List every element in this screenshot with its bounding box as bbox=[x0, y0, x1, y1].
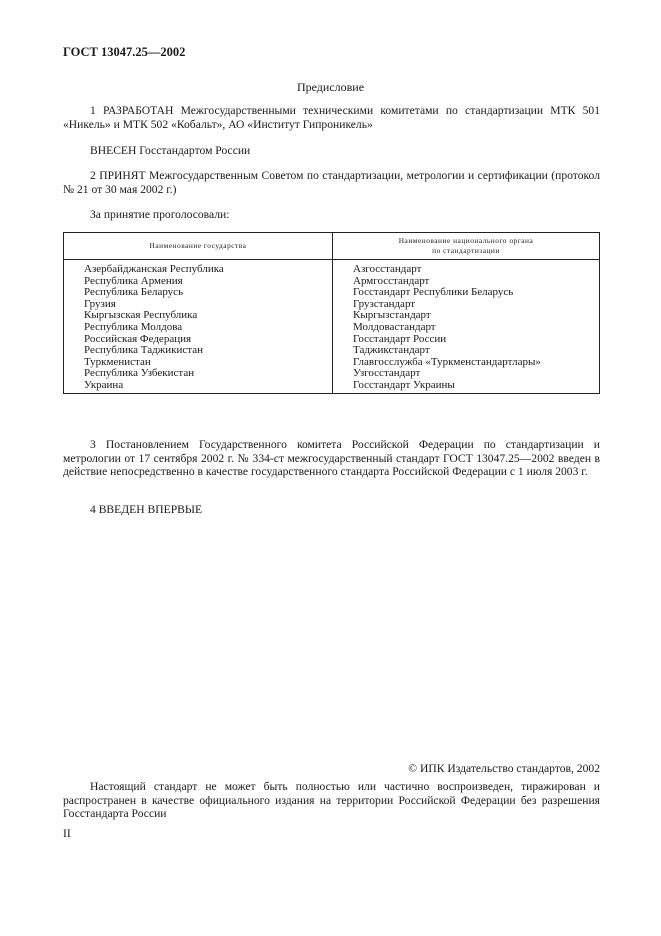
table-cell-body: Госстандарт России bbox=[353, 332, 447, 345]
table-cell-state: Туркменистан bbox=[84, 355, 151, 368]
table-cell-body: Таджикстандарт bbox=[353, 344, 430, 357]
first-time-paragraph: 4 ВВЕДЕН ВПЕРВЫЕ bbox=[90, 503, 203, 516]
table-cell-state: Республика Беларусь bbox=[84, 286, 184, 299]
table-cell-body: Госстандарт Украины bbox=[353, 378, 455, 391]
table-cell-state: Республика Таджикистан bbox=[84, 344, 203, 357]
national-body-column bbox=[333, 260, 600, 392]
voted-label: За принятие проголосовали: bbox=[90, 208, 230, 221]
table-cell-body: Госстандарт Республики Беларусь bbox=[353, 286, 514, 299]
table-cell-body: Грузстандарт bbox=[353, 297, 416, 310]
table-cell-state: Грузия bbox=[84, 297, 116, 310]
table-bottom-border bbox=[64, 392, 600, 394]
introduced-paragraph: ВНЕСЕН Госстандартом России bbox=[90, 144, 251, 157]
enacted-paragraph: 3 Постановлением Государственного комитета Российской Федерации по стандартизации и метрологии от 17 сентября 2002 г. № 334-ст межгосударственный стандарт ГОСТ 13047.25—2002 введен в действие непосредственно в качестве государственного стандарта Российской Федерации с 1 июля 2003 г. bbox=[63, 438, 600, 479]
developed-paragraph: 1 РАЗРАБОТАН Межгосударственными техническими комитетами по стандартизации МТК 501 «Никель» и МТК 502 «Кобальт», АО «Институт Гипроникель» bbox=[63, 104, 600, 131]
table-cell-state: Республика Молдова bbox=[84, 320, 183, 333]
table-cell-body: Кыргызстандарт bbox=[353, 309, 431, 322]
table-cell-state: Украина bbox=[84, 378, 124, 391]
table-cell-body: Армгосстандарт bbox=[353, 274, 430, 287]
document-code: ГОСТ 13047.25—2002 bbox=[63, 45, 186, 59]
table-cell-body: Узгосстандарт bbox=[353, 367, 421, 380]
table-cell-body: Главгосслужба «Туркменстандартлары» bbox=[353, 355, 541, 368]
voting-table bbox=[63, 232, 600, 394]
header-state: Наименование государства bbox=[64, 233, 333, 260]
reproduction-notice: Настоящий стандарт не может быть полностью или частично воспроизведен, тиражирован и распространен в качестве официального издания на территории Российской Федерации без разрешения Госстандарта России bbox=[63, 780, 600, 821]
header-national-body bbox=[333, 233, 600, 260]
table-cell-state: Кыргызская Республика bbox=[84, 309, 198, 322]
table-cell-state: Республика Узбекистан bbox=[84, 367, 195, 380]
header-national-body-line2: по стандартизации bbox=[432, 246, 500, 255]
section-title: Предисловие bbox=[296, 80, 365, 94]
table-header-row bbox=[64, 233, 600, 260]
table-cell-state: Республика Армения bbox=[84, 274, 183, 287]
table-cell-body: Азгосстандарт bbox=[353, 263, 422, 275]
copyright-notice: © ИПК Издательство стандартов, 2002 bbox=[408, 762, 600, 775]
table-cell-state: Российская Федерация bbox=[84, 332, 192, 345]
table-cell-state: Азербайджанская Республика bbox=[84, 263, 224, 275]
header-national-body-line1: Наименование национального органа bbox=[398, 236, 534, 245]
table-cell-body: Молдовастандарт bbox=[353, 320, 436, 333]
state-column bbox=[64, 260, 333, 392]
adopted-paragraph: 2 ПРИНЯТ Межгосударственным Советом по стандартизации, метрологии и сертификации (протокол № 21 от 30 мая 2002 г.) bbox=[63, 169, 600, 196]
page-number: II bbox=[63, 827, 71, 840]
table-body bbox=[64, 260, 600, 392]
